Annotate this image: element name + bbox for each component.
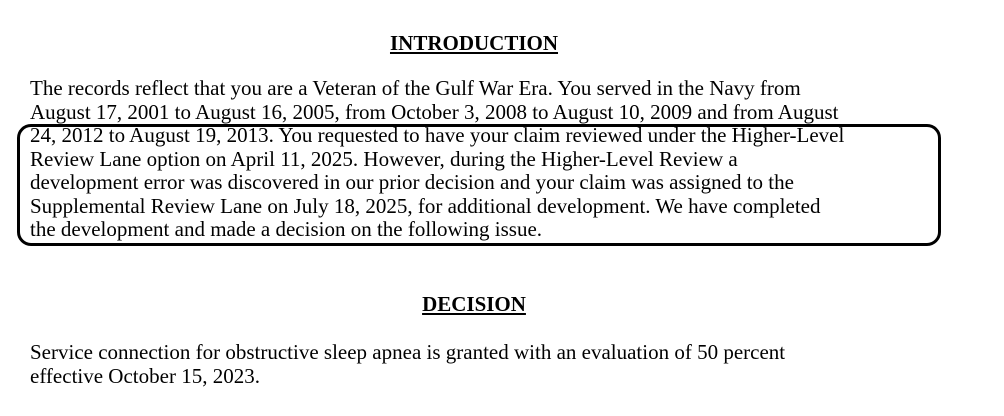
introduction-heading: INTRODUCTION <box>389 31 559 55</box>
decision-heading: DECISION <box>422 292 526 316</box>
decision-paragraph <box>30 341 950 388</box>
introduction-line: development error was discovered in our prior decision and your claim was assigned to the <box>30 170 794 194</box>
introduction-line: Supplemental Review Lane on July 18, 2025, for additional development. We have completed <box>30 193 821 218</box>
introduction-line: 24, 2012 to August 19, 2013. You requested to have your claim reviewed under the Higher-Level <box>30 123 845 147</box>
introduction-line: Review Lane option on April 11, 2025. However, during the Higher-Level Review a <box>30 146 738 171</box>
introduction-paragraph <box>30 77 950 242</box>
introduction-line: the development and made a decision on the following issue. <box>30 217 543 241</box>
decision-line: Service connection for obstructive sleep apnea is granted with an evaluation of 50 percent <box>30 340 786 364</box>
introduction-line: August 17, 2001 to August 16, 2005, from October 3, 2008 to August 10, 2009 and from August <box>30 99 839 124</box>
decision-line: effective October 15, 2023. <box>30 363 260 388</box>
introduction-line: The records reflect that you are a Veteran of the Gulf War Era. You served in the Navy from <box>30 76 801 100</box>
